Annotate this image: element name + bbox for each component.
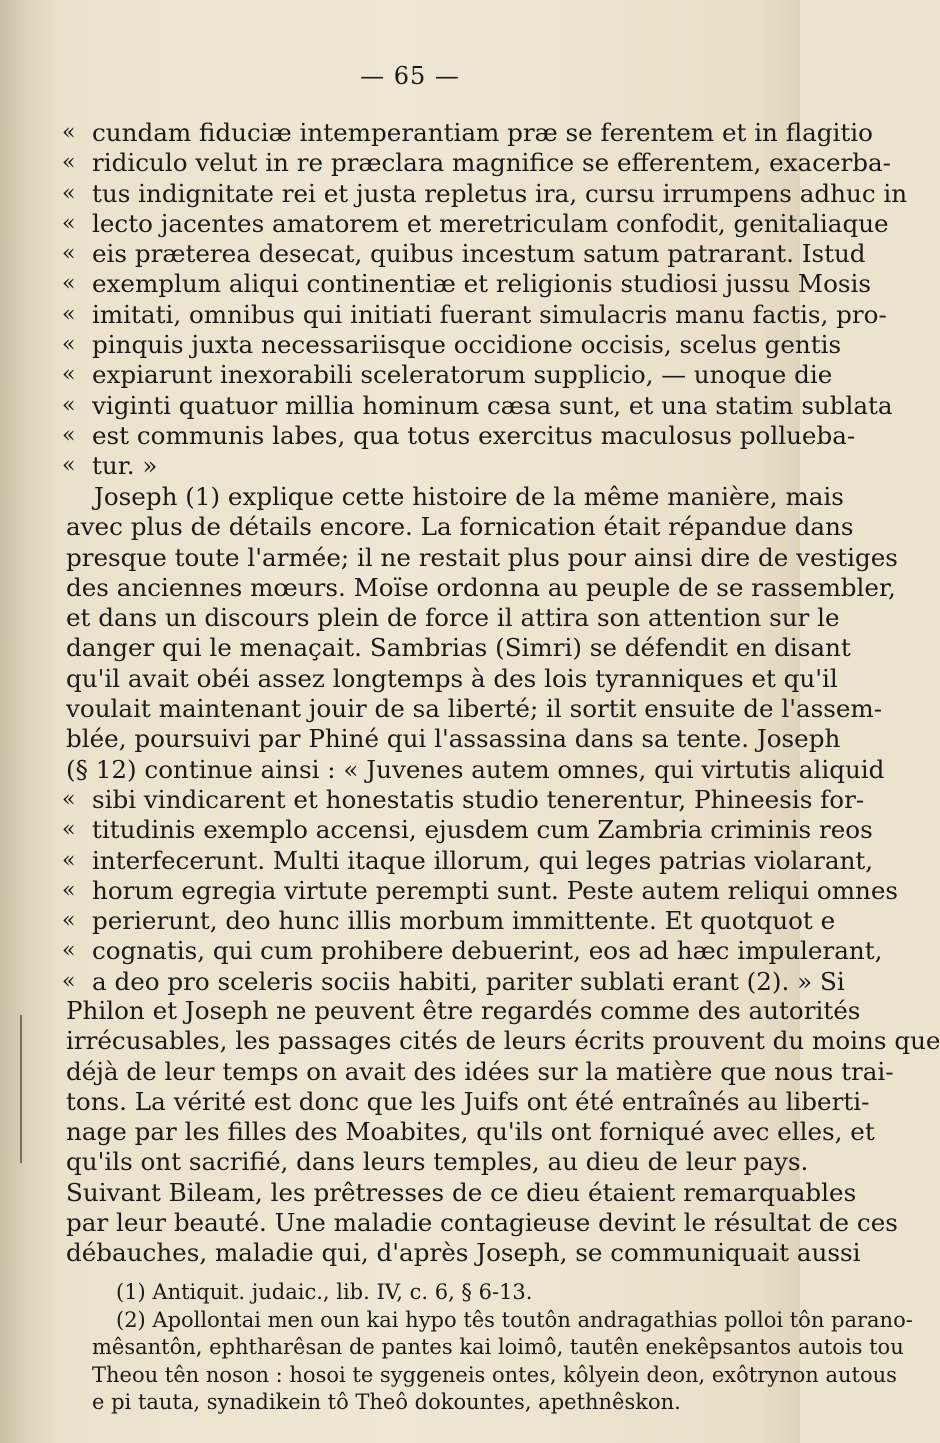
line-text: lecto jacentes amatorem et meretriculam confodit, genitaliaque — [92, 208, 889, 238]
text-line — [62, 815, 873, 845]
line-text: sibi vindicarent et honestatis studio tenerentur, Phineesis for- — [92, 785, 865, 814]
text-line: débauches, maladie qui, d'après Joseph, se communiquait aussi — [66, 1238, 861, 1268]
line-text: cognatis, qui cum prohibere debuerint, eos ad hæc impulerant, — [92, 936, 883, 966]
line-text: viginti quatuor millia hominum cæsa sunt, et una statim sublata — [92, 390, 893, 420]
text-line: voulait maintenant jouir de sa liberté; il sortit ensuite de l'assem- — [66, 694, 883, 724]
guillemet-mark: « — [62, 908, 76, 934]
margin-binding-mark — [0, 1015, 22, 1163]
line-text: tus indignitate rei et justa repletus ira, cursu irrumpens adhuc in — [92, 178, 908, 208]
text-line — [62, 936, 883, 966]
text-line — [62, 239, 866, 269]
guillemet-mark: « — [62, 301, 76, 327]
text-line — [62, 420, 856, 451]
text-line: des anciennes mœurs. Moïse ordonna au peuple de se rassembler, — [66, 572, 896, 602]
text-line: qu'ils ont sacrifié, dans leurs temples, au dieu de leur pays. — [66, 1147, 809, 1177]
footnote-line: mêsantôn, ephtharêsan de pantes kai loimô, tautên enekêpsantos autois tou — [92, 1335, 904, 1359]
text-line — [62, 785, 865, 815]
text-line: et dans un discours plein de force il attira son attention sur le — [66, 603, 840, 633]
guillemet-mark: « — [62, 210, 76, 236]
guillemet-mark: « — [62, 392, 76, 418]
footnotes — [92, 1279, 913, 1417]
guillemet-mark: « — [62, 453, 76, 479]
text-line: tons. La vérité est donc que les Juifs ont été entraînés au liberti- — [66, 1086, 870, 1116]
line-text: eis præterea desecat, quibus incestum satum patrarant. Istud — [92, 239, 866, 269]
line-text: a deo pro sceleris sociis habiti, pariter sublati erant (2). » Si — [92, 966, 845, 996]
guillemet-mark: « — [62, 422, 76, 448]
guillemet-mark: « — [62, 271, 76, 297]
guillemet-mark: « — [62, 332, 76, 358]
guillemet-mark: « — [62, 877, 76, 903]
line-text: pinquis juxta necessariisque occidione occisis, scelus gentis — [92, 330, 842, 360]
line-text: interfecerunt. Multi itaque illorum, qui leges patrias violarant, — [92, 845, 874, 875]
text-line: blée, poursuivi par Phiné qui l'assassina dans sa tente. Joseph — [66, 724, 841, 754]
text-line: avec plus de détails encore. La fornication était répandue dans — [66, 512, 854, 542]
latin-quotation-block-two — [62, 785, 899, 997]
guillemet-mark: « — [62, 847, 76, 873]
footnote-line: e pi tauta, synadikein tô Theô dokountes, apethnêskon. — [92, 1390, 681, 1414]
line-text: cundam fiduciæ intemperantiam præ se ferentem et in flagitio — [92, 118, 873, 147]
text-line — [62, 360, 833, 390]
guillemet-mark: « — [62, 817, 76, 843]
french-paragraph-one — [66, 482, 898, 785]
text-line — [62, 845, 874, 876]
latin-quotation-block — [62, 118, 908, 482]
text-line: presque toute l'armée; il ne restait plus pour ainsi dire de vestiges — [66, 542, 898, 572]
line-text: est communis labes, qua totus exercitus maculosus pollueba- — [92, 420, 856, 450]
text-line: qu'il avait obéi assez longtemps à des lois tyranniques et qu'il — [66, 663, 838, 693]
line-text: exemplum aliqui continentiæ et religionis studiosi jussu Mosis — [92, 269, 872, 299]
text-line — [62, 208, 889, 239]
text-line — [62, 299, 887, 330]
french-paragraph-two — [66, 996, 940, 1269]
text-line — [62, 966, 845, 997]
text-line: (§ 12) continue ainsi : « Juvenes autem omnes, qui virtutis aliquid — [66, 754, 885, 784]
line-text: perierunt, deo hunc illis morbum immittente. Et quotquot e — [92, 906, 836, 936]
guillemet-mark: « — [62, 241, 76, 267]
footnote-line: (1) Antiquit. judaic., lib. IV, c. 6, § 6-13. — [116, 1280, 533, 1304]
text-line — [62, 269, 872, 299]
text-line — [62, 330, 842, 360]
line-text: imitati, omnibus qui initiati fuerant simulacris manu factis, pro- — [92, 299, 887, 329]
text-line — [62, 451, 768, 481]
line-text: expiarunt inexorabili sceleratorum supplicio, — unoque die — [92, 360, 833, 390]
text-line — [62, 390, 893, 421]
text-line — [62, 118, 873, 148]
page-number: — 65 — — [360, 62, 460, 90]
guillemet-mark: « — [62, 362, 76, 388]
text-line — [62, 906, 836, 936]
line-text: tur. » — [92, 451, 158, 481]
text-line: déjà de leur temps on avait des idées sur la matière que nous trai- — [66, 1056, 894, 1086]
text-line: danger qui le menaçait. Sambrias (Simri) se défendit en disant — [66, 633, 851, 663]
guillemet-mark: « — [62, 150, 76, 176]
line-text: horum egregia virtute perempti sunt. Peste autem reliqui omnes — [92, 875, 899, 905]
guillemet-mark: « — [62, 120, 76, 145]
footnote-line: (2) Apollontai men oun kai hypo tês toutôn andragathias polloi tôn parano- — [116, 1307, 913, 1332]
guillemet-mark: « — [62, 938, 76, 964]
text-line: irrécusables, les passages cités de leurs écrits prouvent du moins que — [66, 1026, 940, 1056]
text-line: Suivant Bileam, les prêtresses de ce dieu étaient remarquables — [66, 1177, 857, 1207]
text-line — [62, 875, 899, 906]
guillemet-mark: « — [62, 968, 76, 994]
text-line: Joseph (1) explique cette histoire de la même manière, mais — [94, 482, 844, 511]
text-line — [62, 148, 891, 178]
text-line — [62, 178, 908, 209]
text-line: Philon et Joseph ne peuvent être regardés comme des autorités — [66, 996, 861, 1025]
text-line: nage par les filles des Moabites, qu'ils ont forniqué avec elles, et — [66, 1117, 875, 1147]
text-line: par leur beauté. Une maladie contagieuse devint le résultat de ces — [66, 1208, 898, 1238]
guillemet-mark: « — [62, 787, 76, 812]
line-text: ridiculo velut in re præclara magnifice se efferentem, exacerba- — [92, 148, 891, 178]
guillemet-mark: « — [62, 180, 76, 206]
line-text: titudinis exemplo accensi, ejusdem cum Zambria criminis reos — [92, 815, 873, 845]
footnote-line: Theou tên noson : hosoi te syggeneis ontes, kôlyein deon, exôtrynon autous — [92, 1362, 897, 1387]
